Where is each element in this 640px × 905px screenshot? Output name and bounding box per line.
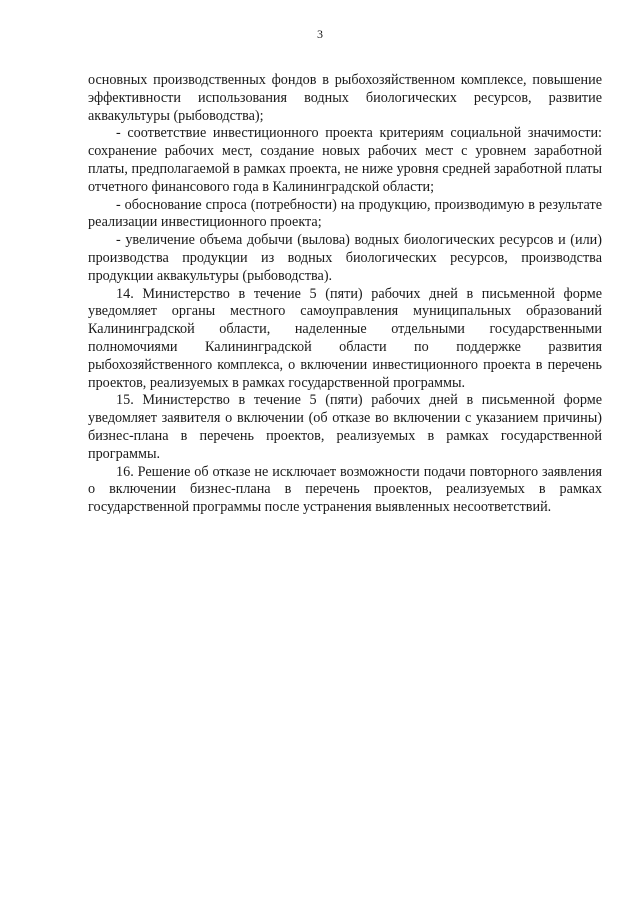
paragraph-item-16: 16. Решение об отказе не исключает возможности подачи повторного заявления о включении бизнес-плана в перечень проектов, реализуемых в рамках государственной программы после устранения выявленных несоответствий. <box>88 463 602 516</box>
paragraph-social-significance: - соответствие инвестиционного проекта критериям социальной значимости: сохранение рабочих мест, создание новых рабочих мест с уровнем заработной платы, предполагаемой в рамках проекта, не ниже уровня средней заработной платы отчетного финансового года в Калининградской области; <box>88 125 602 195</box>
page-number: 3 <box>317 27 323 41</box>
paragraph-demand-justification: - обоснование спроса (потребности) на продукцию, производимую в результате реализации инвестиционного проекта; <box>88 196 602 231</box>
document-body <box>88 72 602 517</box>
paragraph-fixed-assets-continuation: основных производственных фондов в рыбохозяйственном комплексе, повышение эффективности использования водных биологических ресурсов, развитие аквакультуры (рыбоводства); <box>88 72 602 124</box>
paragraph-item-15: 15. Министерство в течение 5 (пяти) рабочих дней в письменной форме уведомляет заявителя о включении (об отказе во включении с указанием причины) бизнес-плана в перечень проектов, реализуемых в рамках государственной программы. <box>88 392 602 462</box>
paragraph-item-14: 14. Министерство в течение 5 (пяти) рабочих дней в письменной форме уведомляет органы местного самоуправления муниципальных образований Калининградской области, наделенные отдельными государственными полномочиями Калининградской области по поддержке развития рыбохозяйственного комплекса, о включении инвестиционного проекта в перечень проектов, реализуемых в рамках государственной программы. <box>88 285 602 391</box>
paragraph-catch-increase: - увеличение объема добычи (вылова) водных биологических ресурсов и (или) производства продукции из водных биологических ресурсов, производства продукции аквакультуры (рыбоводства). <box>88 232 602 284</box>
